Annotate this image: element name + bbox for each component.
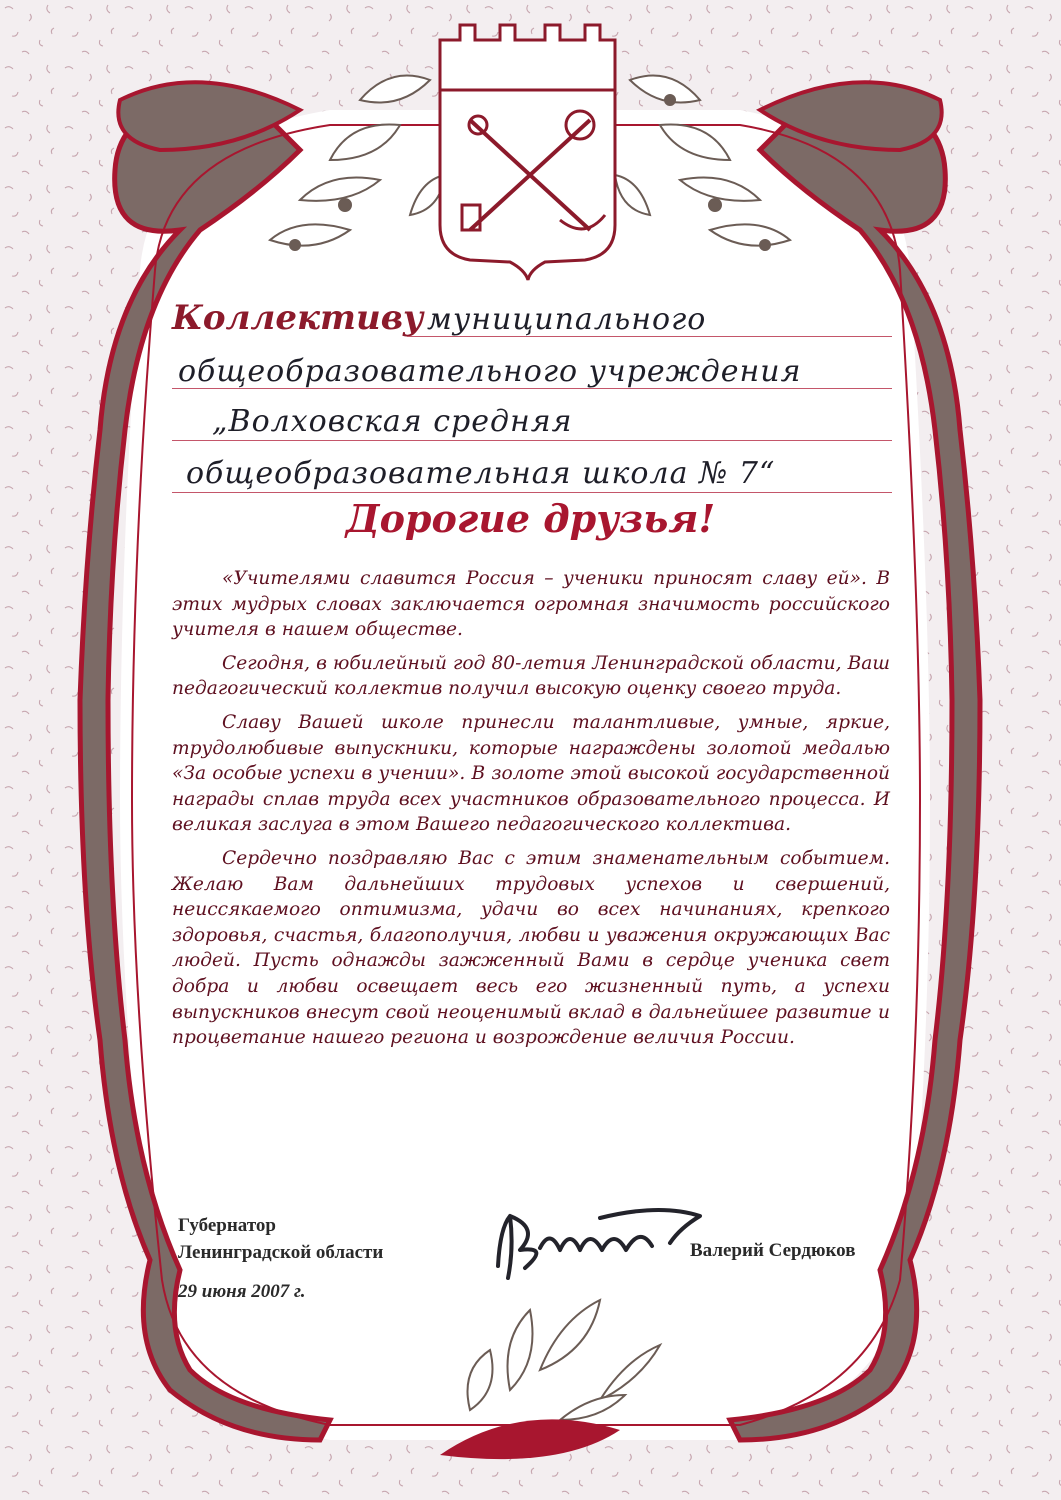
addressee-handwritten-2: общеобразовательного учреждения xyxy=(178,354,802,389)
paragraph-1: «Учителями славится Россия – ученики приносят славу ей». В этих мудрых словах заключается огромная значимость российского учителя в нашем обществе. xyxy=(172,568,890,641)
coat-of-arms-keys-anchor-icon xyxy=(440,25,615,280)
addressee-handwritten-3: „Волховская средняя xyxy=(212,404,573,439)
paragraph-3: Славу Вашей школе принесли талантливые, умные, яркие, трудолюбивые выпускники, которые награждены золотой медалью «За особые успехи в учении». В золоте этой высокой государственной награды сплав труда всех участников образовательного процесса. И великая заслуга в этом Вашего педагогического коллектива. xyxy=(172,711,890,836)
addressee-label: Коллективу xyxy=(172,298,424,338)
handwritten-signature xyxy=(480,1188,710,1298)
addressee-handwritten-1: муниципального xyxy=(427,302,707,337)
signatory-title xyxy=(178,1212,383,1266)
paragraph-2: Сегодня, в юбилейный год 80-летия Ленинградской области, Ваш педагогический коллектив получил высокую оценку своего труда. xyxy=(172,652,890,700)
signatory-title-line-1: Губернатор xyxy=(178,1215,276,1236)
signatory-name: Валерий Сердюков xyxy=(690,1240,856,1261)
addressee-handwritten-4: общеобразовательная школа № 7“ xyxy=(186,456,776,491)
letter-date: 29 июня 2007 г. xyxy=(178,1281,306,1302)
salutation-heading: Дорогие друзья! xyxy=(345,496,716,541)
letter-body xyxy=(172,566,890,1059)
signatory-title-line-2: Ленинградской области xyxy=(178,1242,384,1263)
paragraph-4: Сердечно поздравляю Вас с этим знаменательным событием. Желаю Вам дальнейших трудовых успехов и свершений, неиссякаемого оптимизма, удачи во всех начинаниях, крепкого здоровья, счастья, благополучия, любви и уважения окружающих Вас людей. Пусть однажды зажженный Вами в сердце ученика свет добра и любви освещает весь его жизненный путь, а успехи выпускников внесут свой неоценимый вклад в дальнейшее развитие и процветание нашего региона и возрождение величия России. xyxy=(172,847,890,1049)
